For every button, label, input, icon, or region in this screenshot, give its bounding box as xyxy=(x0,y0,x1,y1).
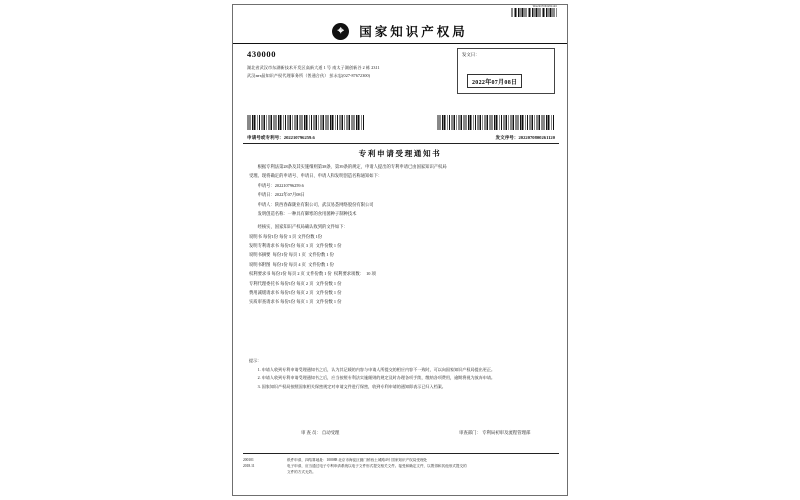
document-list-item: 费用减缓请求书 每份1份 每页 2 页 文件份数 1 份 xyxy=(249,289,342,295)
application-number-field xyxy=(247,135,315,141)
application-number-value: 202210796259.6 xyxy=(283,135,315,140)
body-paragraph: 根据专利法第28条及其实施细则第38条、第39条的规定，申请人提出的专利申请已由国家知识产权局 xyxy=(257,164,447,169)
examiner-field xyxy=(249,430,431,436)
footer-divider xyxy=(243,453,559,454)
note-item: 2. 申请人收到专利申请受理通知书之后，应当按照专利法实施细则的规定及时办理各项手续，缴纳各项费用，逾期将视为放弃申请。 xyxy=(257,375,496,381)
dispatch-number-label: 发文序号： xyxy=(495,135,519,140)
address-line-2: 武汉зит晶知识产权代理事务所（普通合伙） 彭永忠(027-87672300) xyxy=(247,72,371,78)
body-paragraph: 受理。现将确定的申请号、申请日、申请人和发明创造名称通知如下： xyxy=(249,173,383,179)
document-footer xyxy=(243,457,559,475)
recipient-address-block xyxy=(247,49,443,79)
issue-date-label: 发文日： xyxy=(462,52,480,57)
examiner-label: 审 查 员： xyxy=(301,430,321,435)
footer-line-1: 纸件申请，四结算地址：100088 北京市海淀区蓟门桥西土城路4号 国家知识产权局受理处 xyxy=(287,458,428,462)
examiner-value: 自动受理 xyxy=(321,430,340,435)
title-divider xyxy=(243,143,559,144)
footer-version: 2018.11 xyxy=(243,464,255,469)
footer-line-3: 文件的方式无效。 xyxy=(287,470,316,475)
document-body xyxy=(249,163,553,308)
note-item: 3. 国家知识产权局按照国家相关保密规定对申请文件进行保密，收到专利申请的通知即表示已归入档案。 xyxy=(257,383,446,389)
document-list-item: 实质审查请求书 每份1份 每页 1 页 文件份数 1 份 xyxy=(249,299,342,305)
issue-date-value: 2022年07月08日 xyxy=(467,74,522,88)
footer-code: 200101 xyxy=(243,458,254,462)
document-title: 专利申请受理通知书 xyxy=(358,149,442,158)
application-barcode xyxy=(247,115,365,130)
notes-section xyxy=(249,357,553,391)
top-barcode-number: WG2207030261120 xyxy=(532,5,557,8)
notification-sheet xyxy=(232,4,568,496)
footer-text-block xyxy=(287,457,559,475)
zipcode: 430000 xyxy=(247,49,277,59)
barcode-row xyxy=(247,115,555,130)
dispatch-number-value: 2022070800261120 xyxy=(518,135,555,140)
document-header xyxy=(233,19,567,43)
footer-code-block xyxy=(243,457,281,475)
address-line-1: 湖北省武汉市东湖新技术开发区高新大道 1 号 南太子湖创新谷 2 栋 2311 xyxy=(247,65,380,70)
document-list-item: 发明专利请求书 每份1份 每页 3 页 文件份数 1 份 xyxy=(249,243,342,248)
body-paragraph: 申请日：2022年07月08日 xyxy=(257,192,305,198)
note-item: 1. 申请人收到专利申请受理通知书之后，认为其记载的内容与申请人所提交的相应内容不一致时，可以向国家知识产权局提出更正。 xyxy=(257,366,496,372)
document-list-intro: 经核实，国家知识产权局确认收到的文件如下： xyxy=(257,224,348,230)
body-paragraph: 申请人：陕西春森陇业有限公司、武汉易荟网络股份有限公司 xyxy=(257,201,374,207)
dispatch-number-field xyxy=(496,135,555,141)
department-label: 审查部门： xyxy=(459,430,481,435)
footer-line-2: 电子申请，应当通过电子专利申请系统以电子文件形式提交相关文件。接受和确定文件，以既得和其他形式提交的 xyxy=(287,464,467,469)
document-list-item: 权利要求书 每份1份 每页 2 页 文件份数 1 份 权利要求项数： 10 项 xyxy=(249,271,376,277)
emblem-glyph: ⌖ xyxy=(337,24,344,37)
document-list-item: 说明书附图 每份1份 每页 4 页 文件份数 1 份 xyxy=(249,261,334,267)
document-list-item: 说明书 每份1份 每份 3 页 文件份数 1份 xyxy=(249,233,323,239)
body-paragraph: 发明创造名称：一种具有御寒的食用菌种子制种技术 xyxy=(257,210,357,216)
header-divider xyxy=(233,43,567,44)
department-field xyxy=(431,430,553,436)
national-emblem-icon xyxy=(332,23,349,40)
signature-row xyxy=(249,430,553,436)
issue-date-box xyxy=(457,48,555,94)
application-number-label: 申请号或专利号： xyxy=(247,135,284,140)
top-barcode xyxy=(511,8,557,17)
notes-heading: 提示： xyxy=(249,358,262,363)
issuing-authority-title: 国家知识产权局 xyxy=(359,25,468,39)
dispatch-barcode xyxy=(437,115,555,130)
department-value: 专利局初审及流程管理部 xyxy=(482,430,531,435)
document-list-item: 专利代理委托书 每份1份 每页 2 页 文件份数 1 份 xyxy=(249,280,342,286)
number-row xyxy=(247,135,555,141)
body-paragraph: 申请号：202210796259.6 xyxy=(257,182,304,188)
document-list-item: 说明书摘要 每份1份 每页 1 页 文件份数 1 份 xyxy=(249,252,334,258)
